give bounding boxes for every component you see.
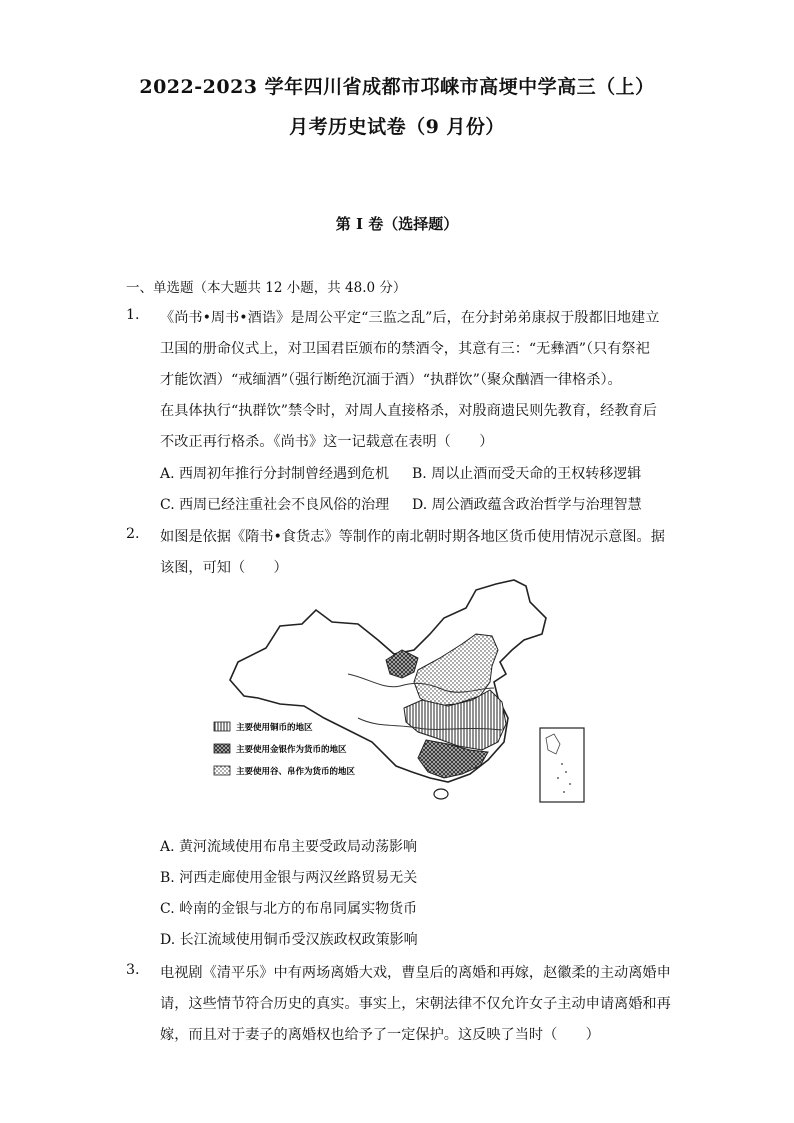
legend-label-gold: 主要使用金银作为货币的地区 — [236, 745, 347, 755]
option-a[interactable]: A. 西周初年推行分封制曾经遇到危机 — [160, 466, 390, 482]
option-a[interactable]: A. 黄河流域使用布帛主要受政局动荡影响 — [160, 839, 418, 855]
option-d[interactable]: D. 长江流域使用铜币受汉族政权政策影响 — [160, 932, 418, 948]
question-text-line: 请，这些情节符合历史的真实。事实上，宋朝法律不仅允许女子主动申请离婚和再 — [160, 996, 671, 1012]
south-sea-inset — [540, 728, 584, 802]
question-text-line: 卫国的册命仪式上，对卫国君臣颁布的禁酒令，其意有三：“无彝酒”（只有祭祀 — [160, 341, 650, 357]
question-text-line: 如图是依据《隋书•食货志》等制作的南北朝时期各地区货币使用情况示意图。据 — [160, 529, 665, 545]
question-text-line: 嫁，而且对于妻子的离婚权也给予了一定保护。这反映了当时（ ） — [160, 1027, 600, 1043]
paper-title-line2: 月考历史试卷（9 月份） — [289, 116, 505, 138]
option-c[interactable]: C. 岭南的金银与北方的布帛同属实物货币 — [160, 901, 418, 917]
option-d[interactable]: D. 周公酒政蕴含政治哲学与治理智慧 — [412, 497, 642, 513]
legend-swatch-gold — [214, 744, 230, 753]
question-text-line: 不改正再行格杀。《尚书》这一记载意在表明（ ） — [160, 434, 494, 450]
question-text-line: 该图，可知（ ） — [160, 560, 288, 576]
question-number: 2. — [126, 526, 140, 542]
option-b[interactable]: B. 河西走廊使用金银与两汉丝路贸易无关 — [160, 870, 418, 886]
question-number: 3. — [126, 962, 140, 978]
legend-swatch-grain — [214, 766, 230, 775]
paper-title-line1: 2022-2023 学年四川省成都市邛崃市高埂中学高三（上） — [139, 76, 655, 98]
question-number: 1. — [126, 307, 140, 323]
question-text-line: 才能饮酒）“戒缅酒”（强行断绝沉湎于酒）“执群饮”（聚众酗酒一律格杀）。 — [160, 372, 622, 388]
question-text-line: 《尚书•周书•酒诰》是周公平定“三监之乱”后，在分封弟弟康叔于殷都旧地建立 — [160, 310, 660, 326]
question-text-line: 在具体执行“执群饮”禁令时，对周人直接格杀，对殷商遗民则先教育，经教育后 — [160, 403, 657, 419]
legend-swatch-copper — [214, 722, 230, 731]
option-b[interactable]: B. 周以止酒而受天命的王权转移逻辑 — [412, 466, 642, 482]
legend-label-grain: 主要使用谷、帛作为货币的地区 — [236, 767, 356, 777]
section-heading: 一、单选题（本大题共 12 小题，共 48.0 分） — [126, 280, 407, 296]
currency-map-figure — [208, 578, 588, 810]
volume-heading: 第 I 卷（选择题） — [335, 215, 459, 233]
question-text-line: 电视剧《清平乐》中有两场离婚大戏，曹皇后的离婚和再嫁，赵徽柔的主动离婚申 — [160, 965, 671, 981]
hainan-island — [434, 789, 448, 799]
option-c[interactable]: C. 西周已经注重社会不良风俗的治理 — [160, 497, 390, 513]
legend-label-copper: 主要使用铜币的地区 — [236, 723, 313, 733]
